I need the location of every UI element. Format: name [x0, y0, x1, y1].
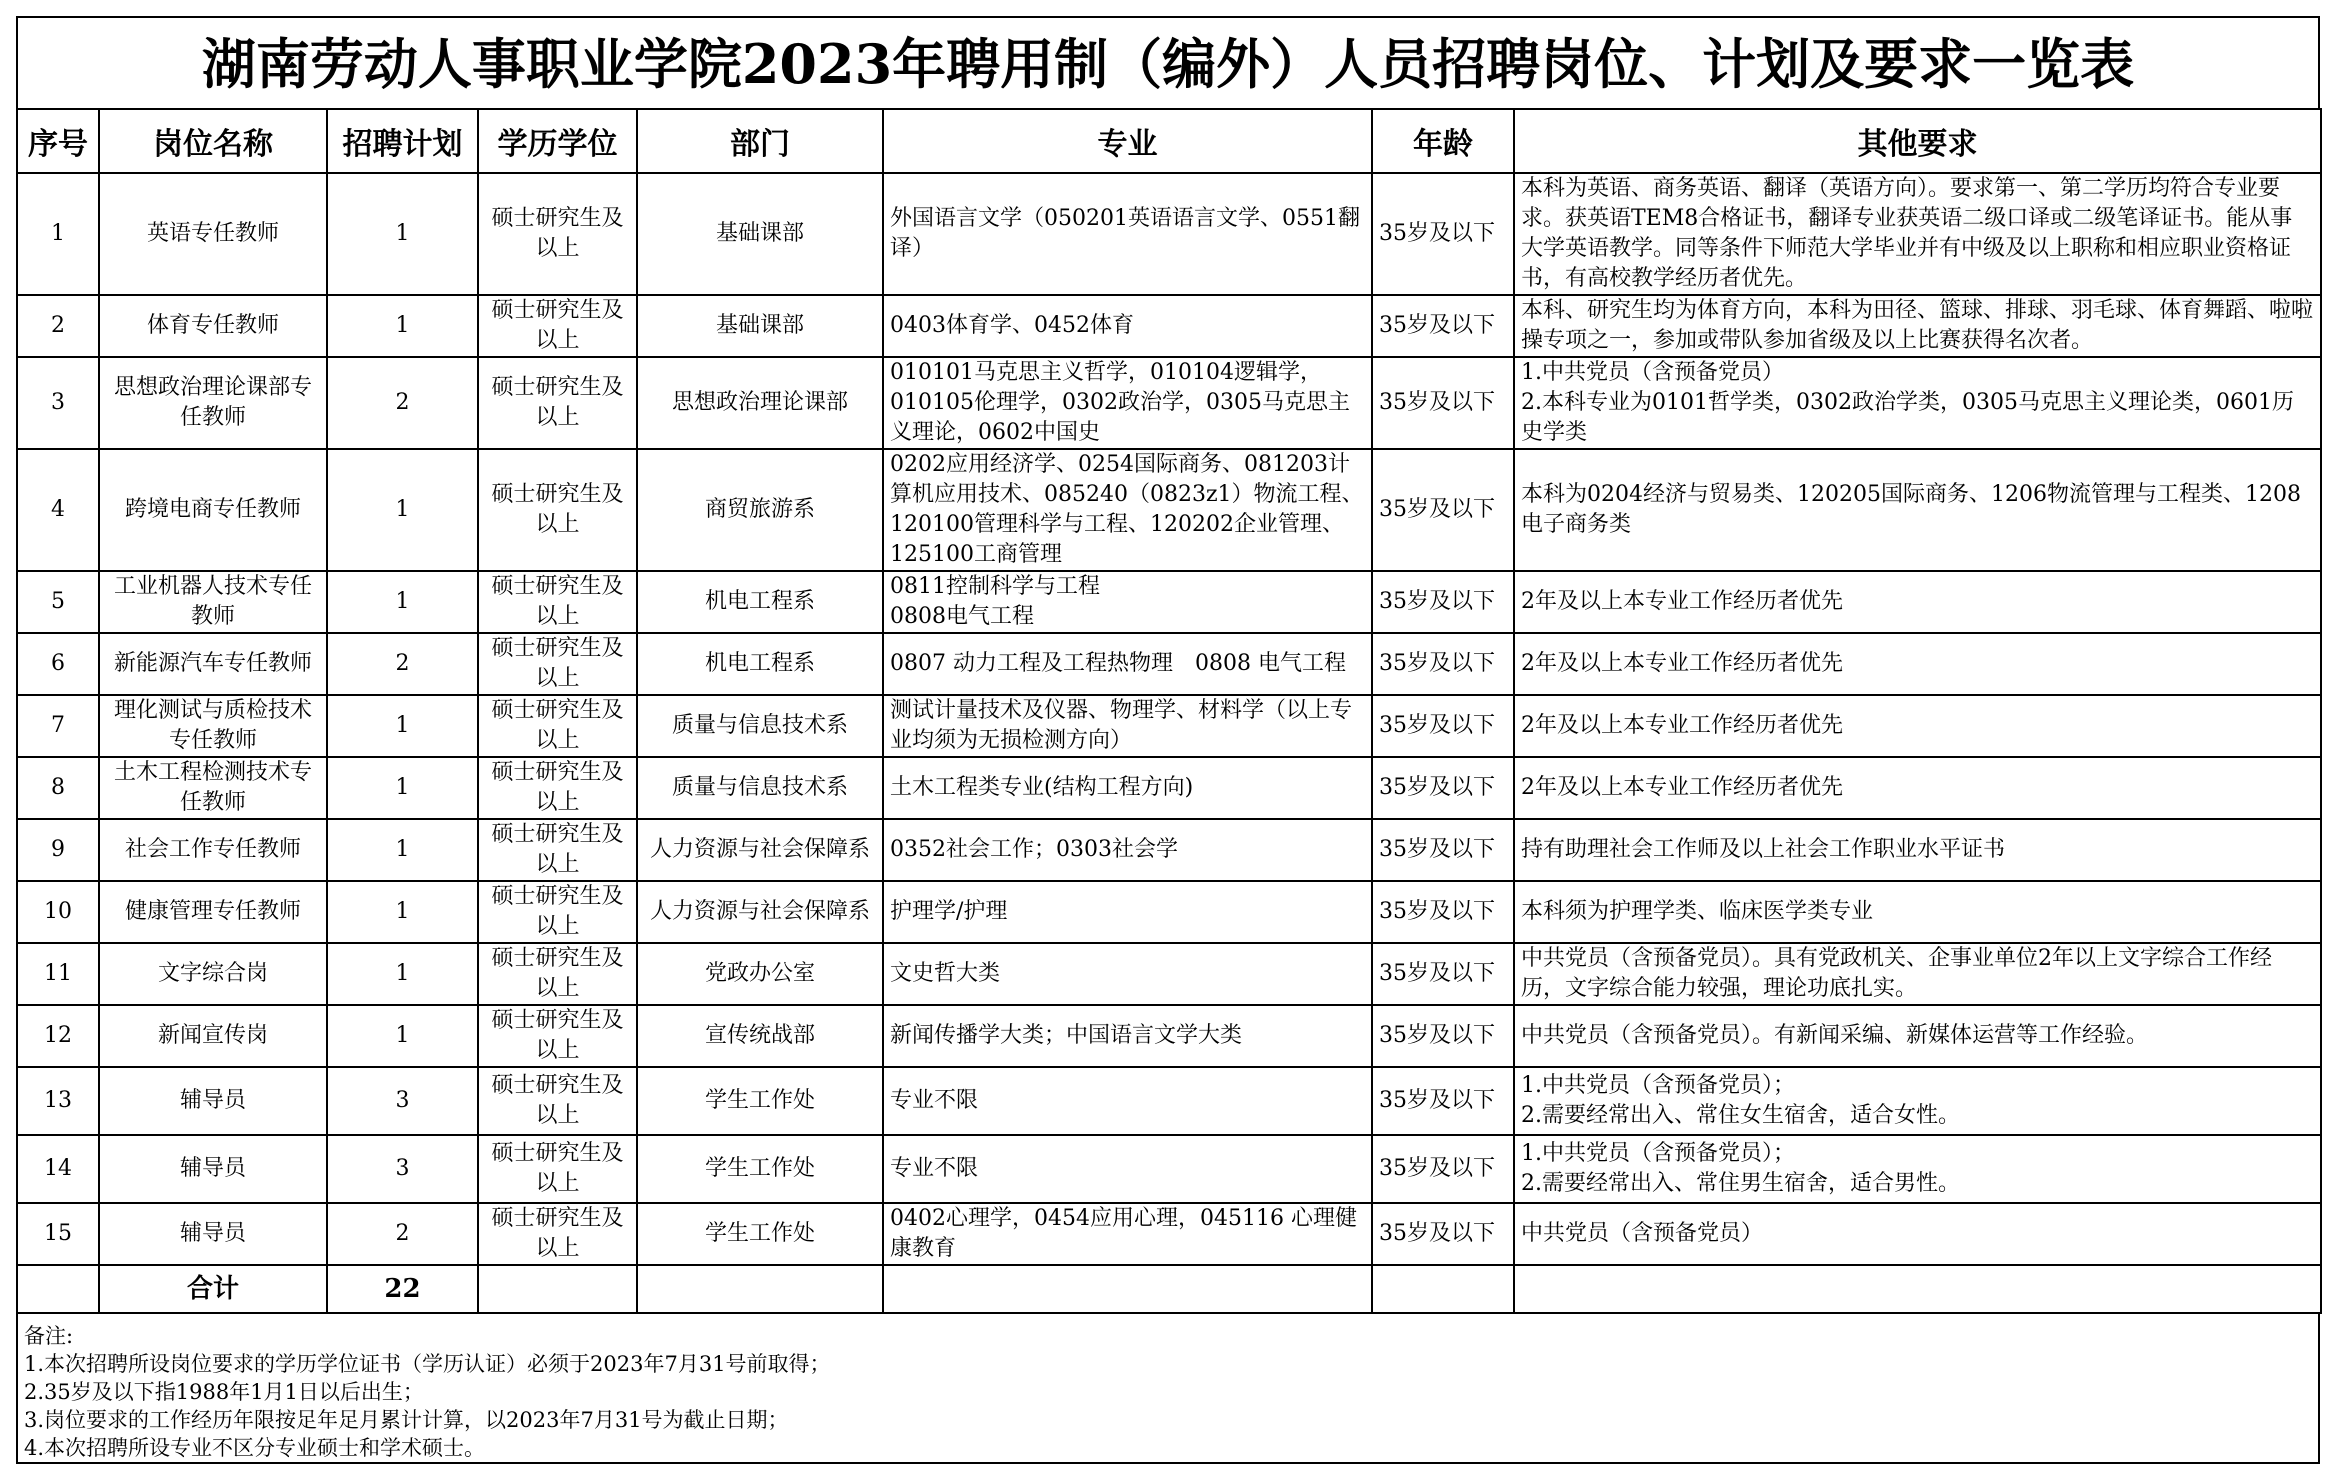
- department: 党政办公室: [637, 943, 883, 1005]
- other-requirements: 2年及以上本专业工作经历者优先: [1514, 633, 2321, 695]
- row-number: 11: [17, 943, 99, 1005]
- position-name: 体育专任教师: [99, 295, 327, 357]
- degree-requirement: 硕士研究生及以上: [478, 881, 637, 943]
- department: 商贸旅游系: [637, 449, 883, 571]
- age-requirement: 35岁及以下: [1372, 881, 1514, 943]
- column-header: 岗位名称: [99, 109, 327, 173]
- note-item: 3.岗位要求的工作经历年限按足年足月累计计算，以2023年7月31号为截止日期；: [24, 1408, 789, 1432]
- row-number: 1: [17, 173, 99, 295]
- note-item: 2.35岁及以下指1988年1月1日以后出生；: [24, 1380, 424, 1404]
- column-header: 专业: [883, 109, 1372, 173]
- major-requirement: 文史哲大类: [883, 943, 1372, 1005]
- degree-requirement: 硕士研究生及以上: [478, 295, 637, 357]
- hiring-plan: 1: [327, 449, 478, 571]
- row-number: 5: [17, 571, 99, 633]
- row-number: 4: [17, 449, 99, 571]
- major-requirement: 0202应用经济学、0254国际商务、081203计算机应用技术、085240（0823z1）物流工程、120100管理科学与工程、120202企业管理、125100工商管理: [883, 449, 1372, 571]
- table-row: [17, 819, 2321, 881]
- page-title: 湖南劳动人事职业学院2023年聘用制（编外）人员招聘岗位、计划及要求一览表: [16, 16, 2320, 108]
- notes-section: [16, 1314, 2320, 1464]
- degree-requirement: 硕士研究生及以上: [478, 819, 637, 881]
- degree-requirement: 硕士研究生及以上: [478, 173, 637, 295]
- table-row: [17, 695, 2321, 757]
- table-row: [17, 173, 2321, 295]
- position-name: 新能源汽车专任教师: [99, 633, 327, 695]
- other-requirements: 本科、研究生均为体育方向，本科为田径、篮球、排球、羽毛球、体育舞蹈、啦啦操专项之一，参加或带队参加省级及以上比赛获得名次者。: [1514, 295, 2321, 357]
- other-requirements: 中共党员（含预备党员）: [1514, 1203, 2321, 1265]
- age-requirement: 35岁及以下: [1372, 1135, 1514, 1203]
- age-requirement: 35岁及以下: [1372, 695, 1514, 757]
- degree-requirement: 硕士研究生及以上: [478, 1067, 637, 1135]
- department: 人力资源与社会保障系: [637, 881, 883, 943]
- department: 思想政治理论课部: [637, 357, 883, 449]
- column-header: 学历学位: [478, 109, 637, 173]
- hiring-plan: 1: [327, 1005, 478, 1067]
- hiring-plan: 1: [327, 695, 478, 757]
- total-row: [17, 1265, 2321, 1313]
- hiring-plan: 1: [327, 819, 478, 881]
- degree-requirement: 硕士研究生及以上: [478, 633, 637, 695]
- other-requirements: 2年及以上本专业工作经历者优先: [1514, 757, 2321, 819]
- position-name: 社会工作专任教师: [99, 819, 327, 881]
- department: 基础课部: [637, 173, 883, 295]
- notes-heading: 备注:: [24, 1324, 74, 1348]
- row-number: 8: [17, 757, 99, 819]
- empty-cell: [17, 1265, 99, 1313]
- row-number: 3: [17, 357, 99, 449]
- hiring-plan: 1: [327, 571, 478, 633]
- empty-cell: [478, 1265, 637, 1313]
- position-name: 思想政治理论课部专任教师: [99, 357, 327, 449]
- department: 基础课部: [637, 295, 883, 357]
- age-requirement: 35岁及以下: [1372, 449, 1514, 571]
- other-requirements: 1.中共党员（含预备党员）； 2.需要经常出入、常住男生宿舍，适合男性。: [1514, 1135, 2321, 1203]
- row-number: 15: [17, 1203, 99, 1265]
- major-requirement: 0811控制科学与工程 0808电气工程: [883, 571, 1372, 633]
- table-row: [17, 943, 2321, 1005]
- department: 机电工程系: [637, 633, 883, 695]
- major-requirement: 土木工程类专业(结构工程方向): [883, 757, 1372, 819]
- header-row: [17, 109, 2321, 173]
- column-header: 其他要求: [1514, 109, 2321, 173]
- age-requirement: 35岁及以下: [1372, 1005, 1514, 1067]
- major-requirement: 护理学/护理: [883, 881, 1372, 943]
- position-name: 跨境电商专任教师: [99, 449, 327, 571]
- row-number: 7: [17, 695, 99, 757]
- position-name: 理化测试与质检技术专任教师: [99, 695, 327, 757]
- position-name: 新闻宣传岗: [99, 1005, 327, 1067]
- age-requirement: 35岁及以下: [1372, 173, 1514, 295]
- total-value: 22: [327, 1265, 478, 1313]
- age-requirement: 35岁及以下: [1372, 295, 1514, 357]
- total-label: 合计: [99, 1265, 327, 1313]
- age-requirement: 35岁及以下: [1372, 943, 1514, 1005]
- major-requirement: 专业不限: [883, 1135, 1372, 1203]
- column-header: 部门: [637, 109, 883, 173]
- degree-requirement: 硕士研究生及以上: [478, 1005, 637, 1067]
- major-requirement: 外国语言文学（050201英语语言文学、0551翻译）: [883, 173, 1372, 295]
- note-item: 1.本次招聘所设岗位要求的学历学位证书（学历认证）必须于2023年7月31号前取得；: [24, 1352, 831, 1376]
- table-row: [17, 1135, 2321, 1203]
- hiring-plan: 3: [327, 1135, 478, 1203]
- degree-requirement: 硕士研究生及以上: [478, 943, 637, 1005]
- major-requirement: 0403体育学、0452体育: [883, 295, 1372, 357]
- other-requirements: 本科为英语、商务英语、翻译（英语方向）。要求第一、第二学历均符合专业要求。获英语TEM8合格证书，翻译专业获英语二级口译或二级笔译证书。能从事大学英语教学。同等条件下师范大学毕业并有中级及以上职称和相应职业资格证书，有高校教学经历者优先。: [1514, 173, 2321, 295]
- note-item: 4.本次招聘所设专业不区分专业硕士和学术硕士。: [24, 1436, 486, 1460]
- hiring-plan: 1: [327, 943, 478, 1005]
- age-requirement: 35岁及以下: [1372, 1067, 1514, 1135]
- department: 质量与信息技术系: [637, 757, 883, 819]
- hiring-plan: 1: [327, 295, 478, 357]
- table-row: [17, 295, 2321, 357]
- department: 机电工程系: [637, 571, 883, 633]
- hiring-plan: 2: [327, 1203, 478, 1265]
- row-number: 6: [17, 633, 99, 695]
- hiring-plan: 1: [327, 757, 478, 819]
- position-name: 辅导员: [99, 1135, 327, 1203]
- age-requirement: 35岁及以下: [1372, 357, 1514, 449]
- major-requirement: 0352社会工作；0303社会学: [883, 819, 1372, 881]
- other-requirements: 2年及以上本专业工作经历者优先: [1514, 571, 2321, 633]
- recruitment-sheet: [16, 16, 2320, 1464]
- row-number: 10: [17, 881, 99, 943]
- age-requirement: 35岁及以下: [1372, 819, 1514, 881]
- age-requirement: 35岁及以下: [1372, 633, 1514, 695]
- degree-requirement: 硕士研究生及以上: [478, 695, 637, 757]
- row-number: 13: [17, 1067, 99, 1135]
- empty-cell: [1372, 1265, 1514, 1313]
- table-row: [17, 633, 2321, 695]
- other-requirements: 本科为0204经济与贸易类、120205国际商务、1206物流管理与工程类、1208电子商务类: [1514, 449, 2321, 571]
- row-number: 12: [17, 1005, 99, 1067]
- hiring-plan: 2: [327, 357, 478, 449]
- department: 学生工作处: [637, 1203, 883, 1265]
- position-name: 工业机器人技术专任教师: [99, 571, 327, 633]
- hiring-plan: 2: [327, 633, 478, 695]
- table-row: [17, 1067, 2321, 1135]
- degree-requirement: 硕士研究生及以上: [478, 1135, 637, 1203]
- column-header: 年龄: [1372, 109, 1514, 173]
- degree-requirement: 硕士研究生及以上: [478, 571, 637, 633]
- recruitment-table: [16, 108, 2322, 1314]
- hiring-plan: 1: [327, 881, 478, 943]
- other-requirements: 中共党员（含预备党员）。有新闻采编、新媒体运营等工作经验。: [1514, 1005, 2321, 1067]
- age-requirement: 35岁及以下: [1372, 1203, 1514, 1265]
- major-requirement: 新闻传播学大类；中国语言文学大类: [883, 1005, 1372, 1067]
- major-requirement: 010101马克思主义哲学，010104逻辑学，010105伦理学，0302政治学，0305马克思主义理论，0602中国史: [883, 357, 1372, 449]
- table-row: [17, 357, 2321, 449]
- row-number: 14: [17, 1135, 99, 1203]
- position-name: 文字综合岗: [99, 943, 327, 1005]
- position-name: 辅导员: [99, 1067, 327, 1135]
- other-requirements: 1.中共党员（含预备党员） 2.本科专业为0101哲学类，0302政治学类，0305马克思主义理论类，0601历史学类: [1514, 357, 2321, 449]
- degree-requirement: 硕士研究生及以上: [478, 449, 637, 571]
- other-requirements: 1.中共党员（含预备党员）； 2.需要经常出入、常住女生宿舍，适合女性。: [1514, 1067, 2321, 1135]
- table-row: [17, 757, 2321, 819]
- major-requirement: 0807 动力工程及工程热物理 0808 电气工程: [883, 633, 1372, 695]
- department: 学生工作处: [637, 1135, 883, 1203]
- table-row: [17, 881, 2321, 943]
- row-number: 2: [17, 295, 99, 357]
- degree-requirement: 硕士研究生及以上: [478, 357, 637, 449]
- other-requirements: 中共党员（含预备党员）。具有党政机关、企事业单位2年以上文字综合工作经历，文字综合能力较强，理论功底扎实。: [1514, 943, 2321, 1005]
- other-requirements: 2年及以上本专业工作经历者优先: [1514, 695, 2321, 757]
- position-name: 健康管理专任教师: [99, 881, 327, 943]
- department: 人力资源与社会保障系: [637, 819, 883, 881]
- major-requirement: 0402心理学，0454应用心理，045116 心理健康教育: [883, 1203, 1372, 1265]
- other-requirements: 持有助理社会工作师及以上社会工作职业水平证书: [1514, 819, 2321, 881]
- column-header: 序号: [17, 109, 99, 173]
- department: 质量与信息技术系: [637, 695, 883, 757]
- major-requirement: 专业不限: [883, 1067, 1372, 1135]
- age-requirement: 35岁及以下: [1372, 571, 1514, 633]
- empty-cell: [883, 1265, 1372, 1313]
- column-header: 招聘计划: [327, 109, 478, 173]
- age-requirement: 35岁及以下: [1372, 757, 1514, 819]
- position-name: 土木工程检测技术专任教师: [99, 757, 327, 819]
- table-row: [17, 1203, 2321, 1265]
- degree-requirement: 硕士研究生及以上: [478, 1203, 637, 1265]
- table-row: [17, 571, 2321, 633]
- position-name: 辅导员: [99, 1203, 327, 1265]
- empty-cell: [1514, 1265, 2321, 1313]
- hiring-plan: 1: [327, 173, 478, 295]
- table-row: [17, 1005, 2321, 1067]
- major-requirement: 测试计量技术及仪器、物理学、材料学（以上专业均须为无损检测方向）: [883, 695, 1372, 757]
- table-row: [17, 449, 2321, 571]
- department: 学生工作处: [637, 1067, 883, 1135]
- position-name: 英语专任教师: [99, 173, 327, 295]
- department: 宣传统战部: [637, 1005, 883, 1067]
- row-number: 9: [17, 819, 99, 881]
- hiring-plan: 3: [327, 1067, 478, 1135]
- degree-requirement: 硕士研究生及以上: [478, 757, 637, 819]
- empty-cell: [637, 1265, 883, 1313]
- other-requirements: 本科须为护理学类、临床医学类专业: [1514, 881, 2321, 943]
